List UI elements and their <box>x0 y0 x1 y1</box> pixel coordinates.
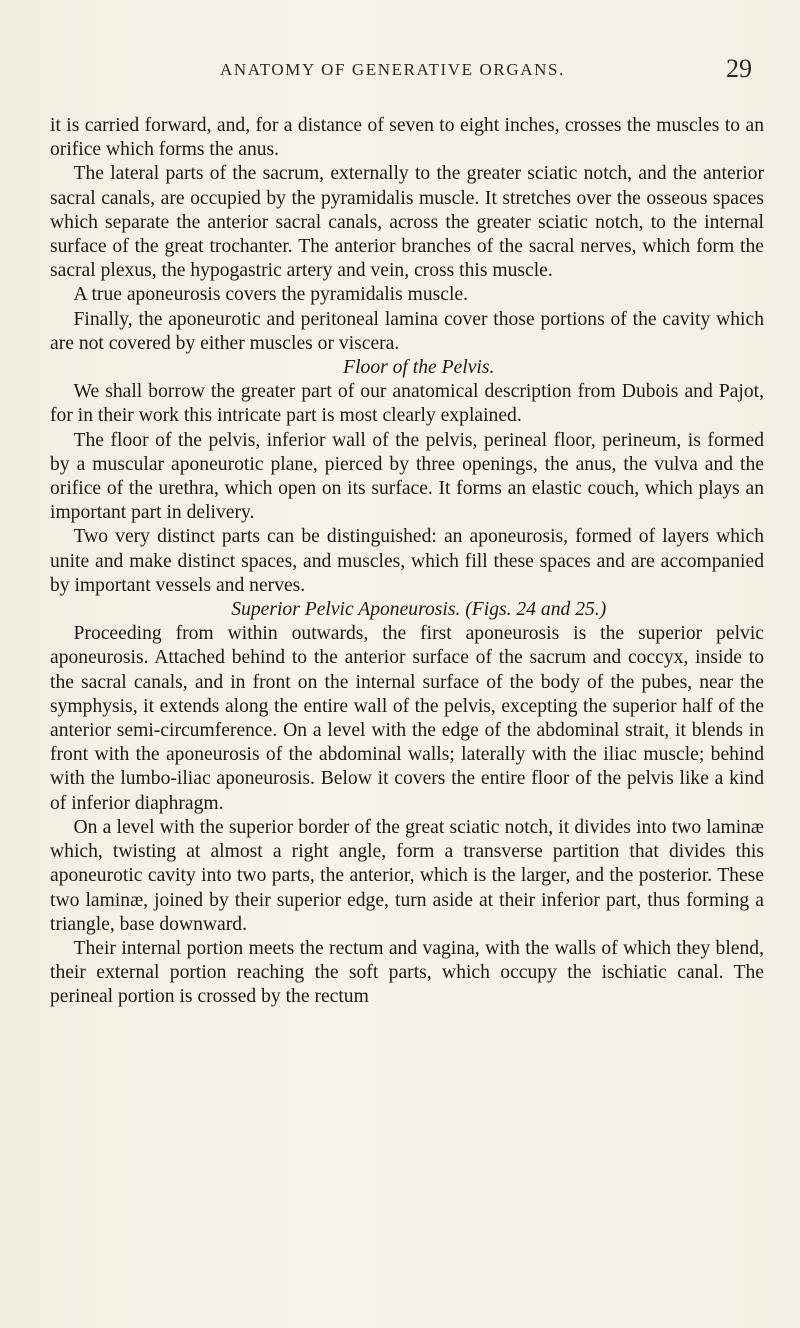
paragraph-continuation: it is carried forward, and, for a distance of seven to eight inches, crosses the muscles to an orifice which forms the anus. <box>50 115 764 161</box>
paragraph-peritoneal: Finally, the aponeurotic and peritoneal lamina cover those portions of the cavity which are not covered by either muscles or viscera. <box>50 308 764 354</box>
paragraph-source: We shall borrow the greater part of our anatomical description from Dubois and Pajot, for in their work this intricate part is most clearly explained. <box>50 381 764 427</box>
running-head <box>0 54 800 84</box>
page-number: 29 <box>726 54 752 83</box>
paragraph-parts: Two very distinct parts can be distinguished: an aponeurosis, formed of layers which unite and make distinct spaces, and muscles, which fill these spaces and are accompanied by important vessels and nerves. <box>50 526 764 596</box>
paragraph-pyramidalis: The lateral parts of the sacrum, externally to the greater sciatic notch, and the anterior sacral canals, are occupied by the pyramidalis muscle. It stretches over the osseous spaces which separate the anterior sacral canals, across the greater sciatic notch, to the internal surface of the great trochanter. The anterior branches of the sacral nerves, which form the sacral plexus, the hypogastric artery and vein, cross this muscle. <box>50 163 764 282</box>
paragraph-laminae: On a level with the superior border of the great sciatic notch, it divides into two laminæ which, twisting at almost a right angle, form a transverse partition that divides this aponeurotic cavity into two parts, the anterior, which is the larger, and the posterior. These two laminæ, joined by their superior edge, turn aside at their inferior part, thus forming a triangle, base downward. <box>50 816 764 935</box>
paragraph-internal: Their internal portion meets the rectum and vagina, with the walls of which they blend, their external portion reaching the soft parts, which occupy the ischiatic canal. The perineal portion is crossed by the rectum <box>50 937 764 1008</box>
paragraph-floor: The floor of the pelvis, inferior wall of the pelvis, perineal floor, perineum, is formed by a muscular aponeurotic plane, pierced by three openings, the anus, the vulva and the orifice of the urethra, which open on its surface. It forms an elastic couch, which plays an important part in delivery. <box>50 429 764 524</box>
paragraph-superior: Proceeding from within outwards, the first aponeurosis is the superior pelvic aponeurosis. Attached behind to the anterior surface of the sacrum and coccyx, inside to the sacral canals, and in front on the internal surface of the body of the pubes, near the symphysis, it extends along the entire wall of the pelvis, excepting the superior half of the anterior semi-circumference. On a level with the edge of the abdominal strait, it blends in front with the aponeurosis of the abdominal walls; laterally with the iliac muscle; behind with the lumbo-iliac aponeurosis. Below it covers the entire floor of the pelvis like a kind of inferior diaphragm. <box>50 623 764 814</box>
running-title: ANATOMY OF GENERATIVE ORGANS. <box>220 60 565 79</box>
section-heading-superior: Superior Pelvic Aponeurosis. (Figs. 24 and 25.) <box>231 599 607 621</box>
section-heading-floor: Floor of the Pelvis. <box>343 357 495 379</box>
body-text <box>50 114 764 1010</box>
paragraph-aponeurosis: A true aponeurosis covers the pyramidalis muscle. <box>73 284 469 306</box>
